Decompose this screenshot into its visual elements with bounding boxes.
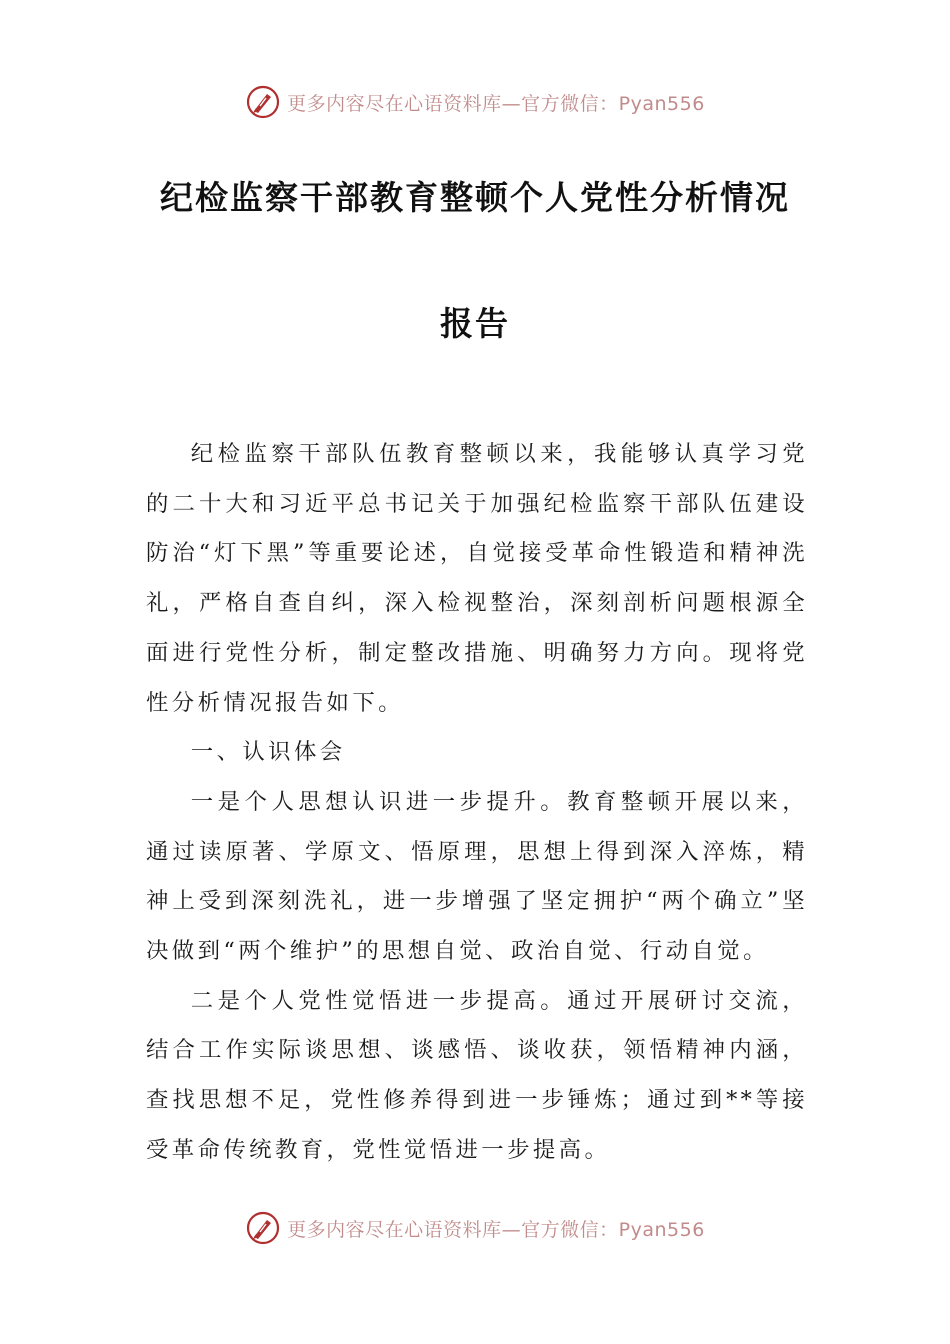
- watermark-text: 更多内容尽在心语资料库—官方微信：Pyan556: [287, 92, 705, 115]
- document-title: 纪检监察干部教育整顿个人党性分析情况: [160, 178, 790, 217]
- body-paragraph: 一是个人思想认识进一步提升。教育整顿开展以来，通过读原著、学原文、悟原理，思想上得到深入淬炼，精神上受到深刻洗礼，进一步增强了坚定拥护“两个确立”坚决做到“两个维护”的思想自觉、政治自觉、行动自觉。: [146, 788, 808, 965]
- footer-watermark: [0, 1206, 950, 1250]
- pen-nib-circle-icon: [245, 1210, 281, 1246]
- section-heading: 一、认识体会: [190, 739, 346, 766]
- body-paragraph: 二是个人党性觉悟进一步提高。通过开展研讨交流，结合工作实际谈思想、谈感悟、谈收获，领悟精神内涵，查找思想不足，党性修养得到进一步锤炼；通过到**等接受革命传统教育，党性觉悟进一步提高。: [146, 987, 808, 1163]
- document-title-continued: 报告: [440, 304, 510, 343]
- watermark-text: 更多内容尽在心语资料库—官方微信：Pyan556: [287, 1218, 705, 1241]
- document-body: [146, 430, 808, 1176]
- intro-paragraph: 纪检监察干部队伍教育整顿以来，我能够认真学习党的二十大和习近平总书记关于加强纪检监察干部队伍建设防治“灯下黑”等重要论述，自觉接受革命性锻造和精神洗礼，严格自查自纠，深入检视整治，深刻剖析问题根源全面进行党性分析，制定整改措施、明确努力方向。现将党性分析情况报告如下。: [146, 441, 808, 716]
- pen-nib-circle-icon: [245, 84, 281, 120]
- header-watermark: [0, 80, 950, 124]
